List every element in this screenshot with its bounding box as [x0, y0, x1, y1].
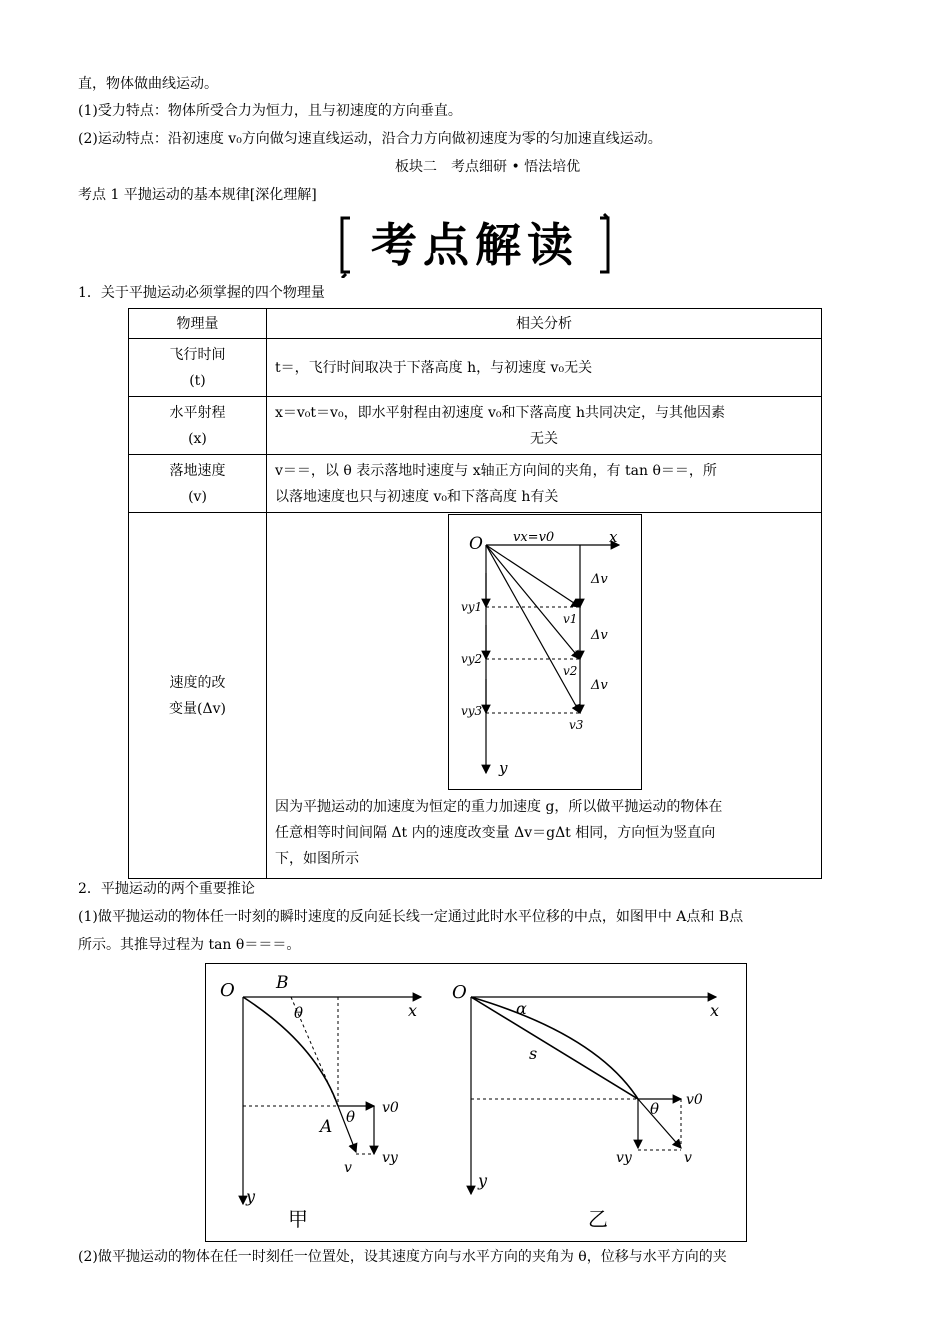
section-banner [340, 212, 610, 278]
row-analysis: v＝＝，以 θ 表示落地时速度与 x轴正方向间的夹角，有 tan θ＝＝，所 [275, 462, 717, 479]
x-axis-label: x [609, 528, 618, 546]
row-analysis: t＝，飞行时间取决于下落高度 h，与初速度 v₀无关 [275, 359, 593, 376]
left-v0-label: v0 [382, 1100, 399, 1116]
left-theta-bottom: θ [346, 1108, 356, 1126]
row-analysis-cont: 无关 [530, 430, 558, 447]
row-name: 水平射程 [169, 404, 226, 421]
para-1-line-2: 所示。其推导过程为 tan θ＝＝＝。 [78, 937, 301, 953]
row-name: 飞行时间 [169, 346, 226, 363]
row-symbol: (t) [189, 372, 206, 389]
left-caption: 甲 [288, 1207, 308, 1231]
item-2-heading: 2．平抛运动的两个重要推论 [78, 881, 255, 897]
row-symbol: (x) [188, 430, 207, 447]
alpha-label: α [516, 999, 527, 1018]
vx-label: vx=v0 [513, 530, 555, 545]
v2-label: v2 [563, 664, 578, 678]
banner-text: 考点解读 [371, 218, 579, 272]
row-analysis: x＝v₀t＝v₀，即水平射程由初速度 v₀和下落高度 h共同决定，与其他因素 [275, 404, 726, 421]
dv-label-1: Δv [591, 572, 608, 587]
right-caption: 乙 [588, 1207, 608, 1231]
item-1-heading: 1．关于平抛运动必须掌握的四个物理量 [78, 285, 325, 301]
point-b-label: B [276, 973, 289, 993]
right-x-label: x [710, 1001, 720, 1020]
s-label: s [529, 1044, 538, 1063]
row-symbol: 变量(Δv) [169, 700, 226, 717]
dv-label-3: Δv [591, 678, 608, 693]
intro-line-1: 直，物体做曲线运动。 [78, 76, 218, 92]
point-a-label: A [320, 1117, 333, 1137]
left-v-label: v [344, 1160, 352, 1176]
intro-line-3: (2)运动特点：沿初速度 v₀方向做匀速直线运动，沿合力方向做初速度为零的匀加速直线运动。 [78, 131, 662, 147]
table-head-analysis: 相关分析 [267, 309, 822, 339]
right-vy-label: vy [616, 1150, 632, 1166]
left-theta-top: θ [294, 1004, 304, 1022]
right-v0-label: v0 [686, 1092, 703, 1108]
intro-line-2: (1)受力特点：物体所受合力为恒力，且与初速度的方向垂直。 [78, 103, 462, 119]
velocity-change-figure [448, 514, 642, 790]
right-theta-label: θ [650, 1100, 660, 1118]
vy2-label: vy2 [461, 652, 483, 666]
right-origin-label: O [452, 982, 467, 1003]
origin-label: O [469, 534, 483, 554]
left-origin-label: O [220, 980, 235, 1001]
vy1-label: vy1 [461, 600, 483, 614]
y-axis-label: y [499, 759, 508, 777]
table-head-quantity: 物理量 [129, 309, 267, 339]
row-name: 速度的改 [169, 674, 226, 691]
row-analysis-cont: 下，如图所示 [275, 851, 359, 867]
row-analysis-cont: 以落地速度也只与初速度 v₀和下落高度 h有关 [275, 488, 559, 505]
inference-figure [205, 963, 747, 1242]
para-2-line-1: (2)做平抛运动的物体在任一时刻任一位置处，设其速度方向与水平方向的夹角为 θ，位移与水平方向的夹 [78, 1249, 727, 1265]
table-row [129, 455, 822, 513]
dv-label-2: Δv [591, 628, 608, 643]
topic-title: 考点 1 平抛运动的基本规律[深化理解] [78, 187, 317, 203]
vy3-label: vy3 [461, 704, 483, 718]
row-analysis: 因为平抛运动的加速度为恒定的重力加速度 g，所以做平抛运动的物体在 [275, 799, 723, 815]
v3-label: v3 [569, 718, 584, 732]
row-symbol: (v) [188, 488, 207, 505]
section-heading: 板块二 考点细研 • 悟法培优 [395, 159, 581, 175]
table-row [129, 397, 822, 455]
right-y-label: y [478, 1171, 488, 1190]
left-x-label: x [408, 1001, 418, 1020]
v1-label: v1 [563, 612, 578, 626]
right-v-label: v [684, 1150, 692, 1166]
left-y-label: y [246, 1187, 256, 1206]
row-analysis-cont: 任意相等时间间隔 Δt 内的速度改变量 Δv＝gΔt 相同，方向恒为竖直向 [275, 825, 716, 841]
table-row [129, 339, 822, 397]
para-1-line-1: (1)做平抛运动的物体任一时刻的瞬时速度的反向延长线一定通过此时水平位移的中点，如图甲中 A点和 B点 [78, 909, 744, 925]
left-vy-label: vy [382, 1150, 398, 1166]
row-name: 落地速度 [169, 462, 226, 479]
